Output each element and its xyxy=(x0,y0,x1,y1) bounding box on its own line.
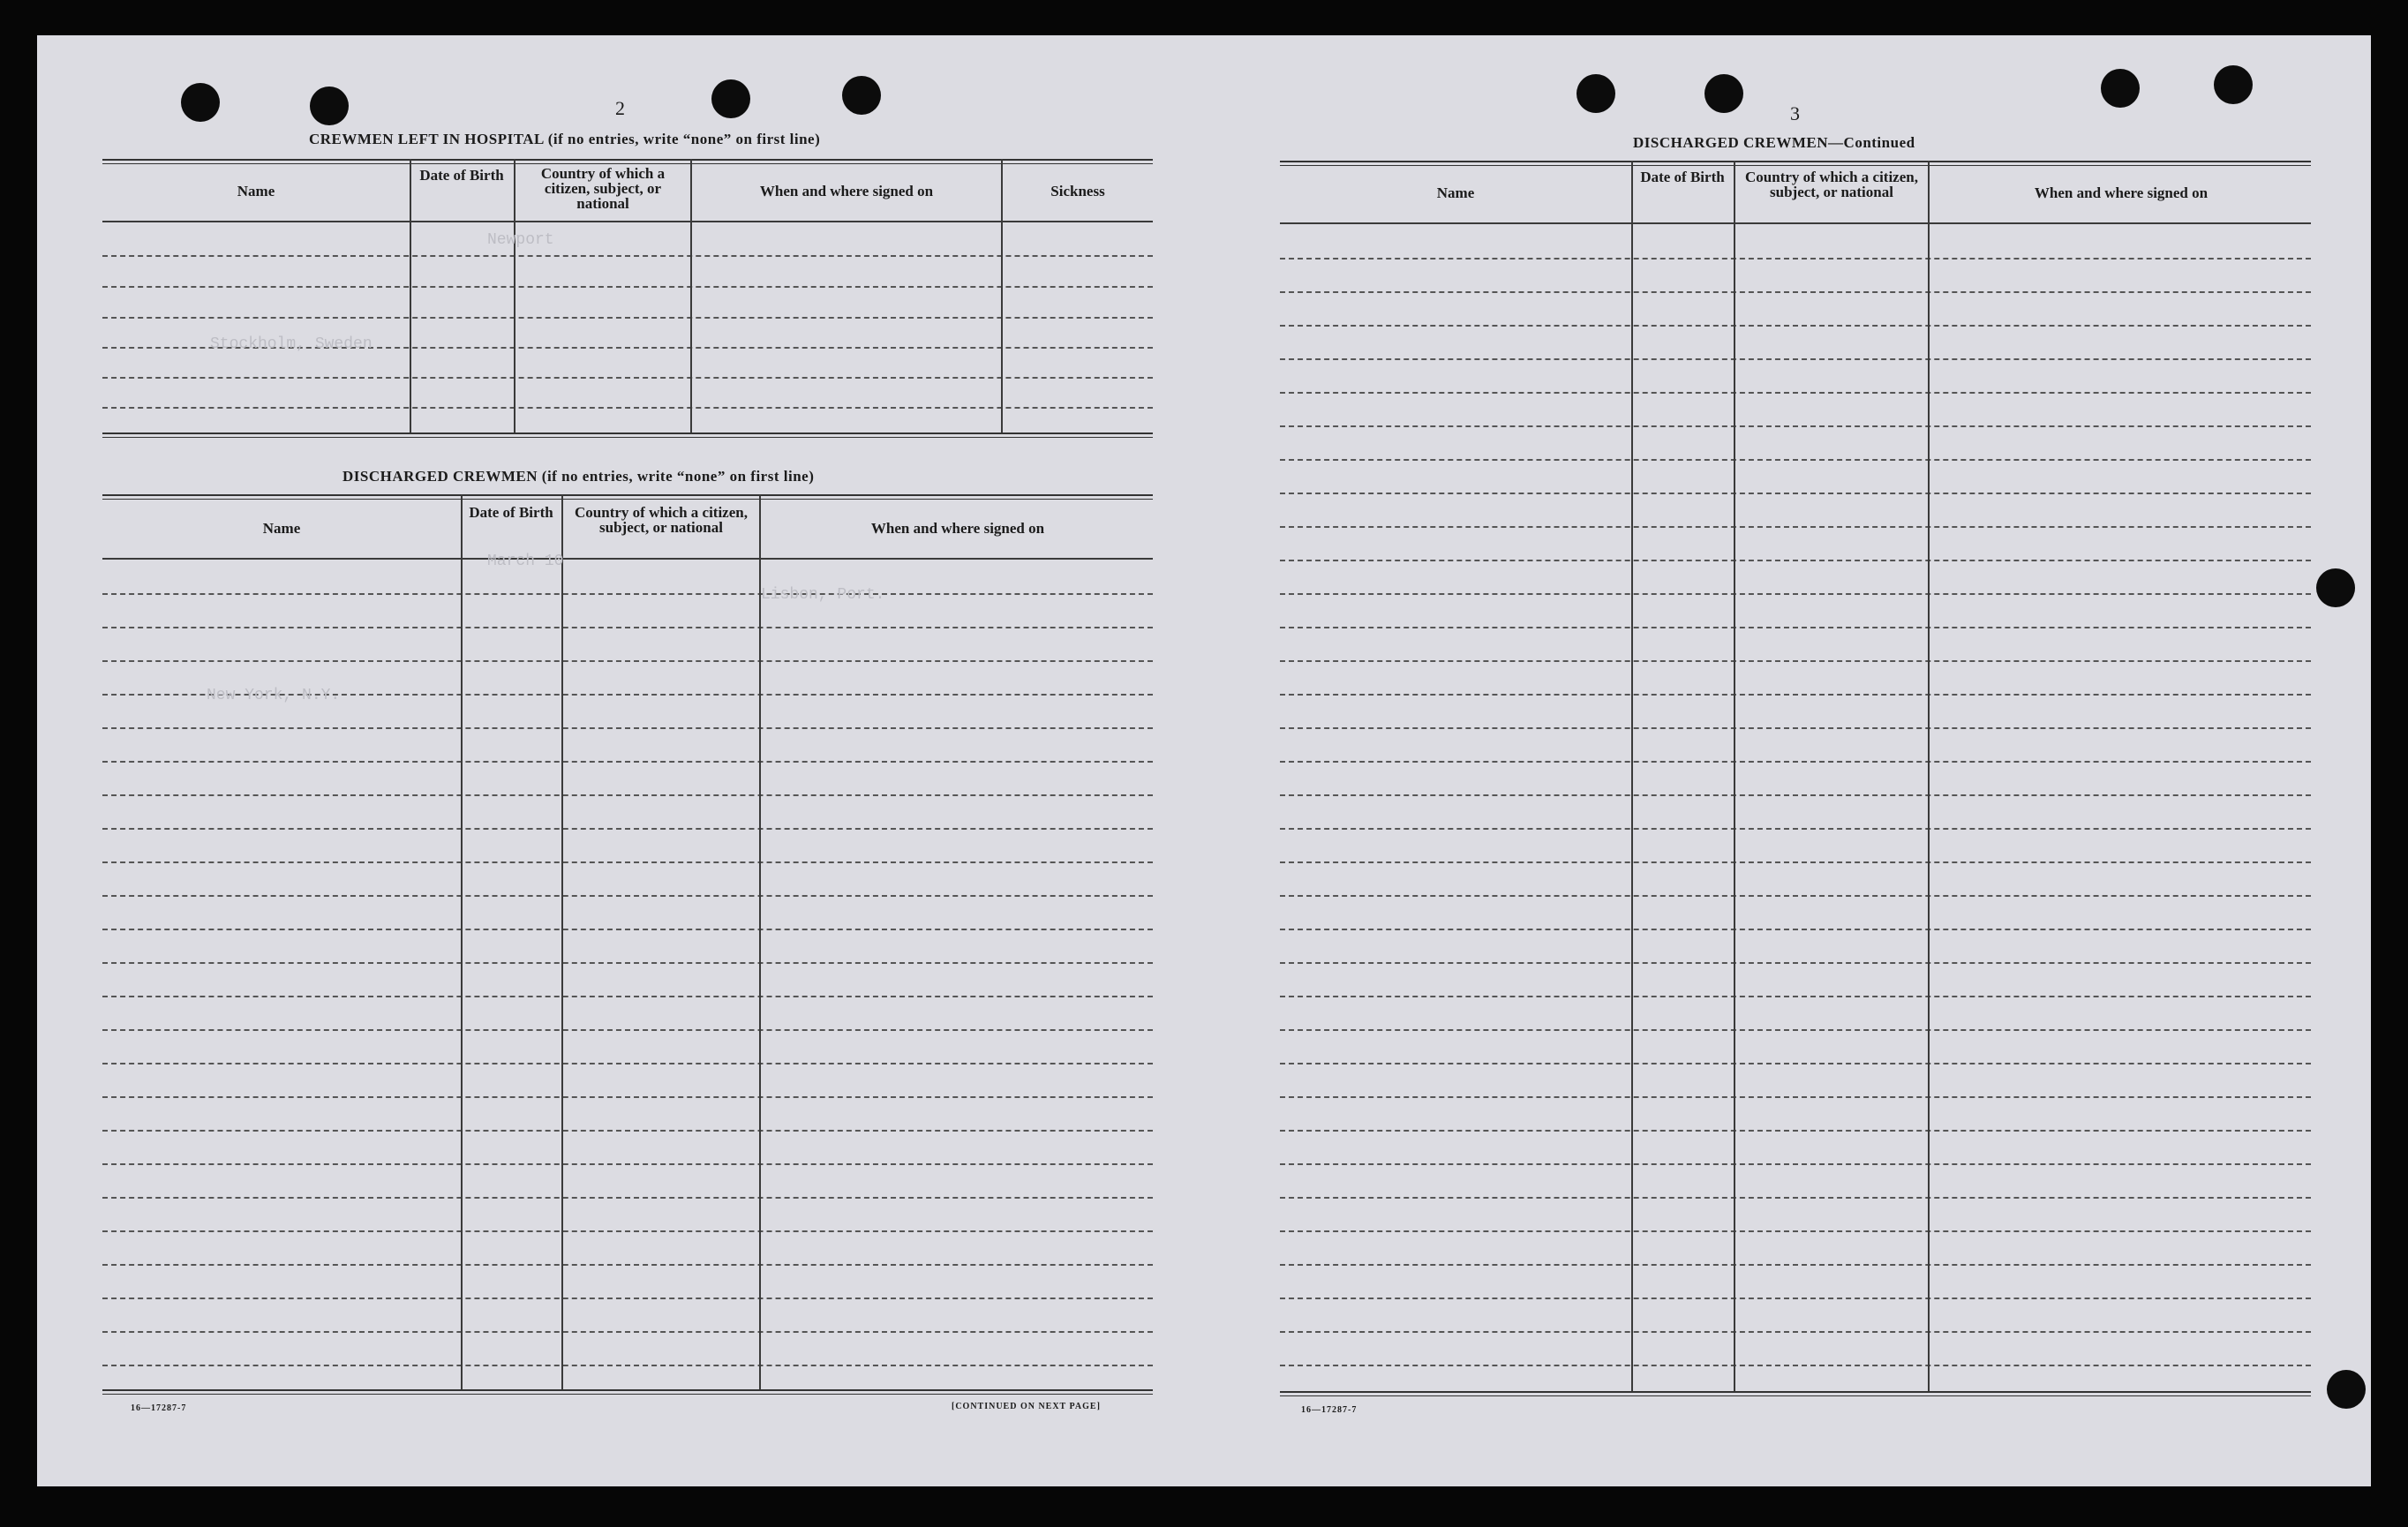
col-country-header: Country of which a citizen, subject, or national xyxy=(575,504,748,536)
punch-hole xyxy=(2316,568,2355,607)
punch-hole xyxy=(2327,1370,2366,1409)
col-name-header: Name xyxy=(262,520,301,537)
col-country-header: Country of which a citizen, subject, or national xyxy=(1745,169,1918,200)
punch-hole xyxy=(310,87,349,125)
punch-hole xyxy=(181,83,220,122)
bleed-through-text: Newport xyxy=(487,231,554,249)
col-name-header: Name xyxy=(237,183,275,199)
col-signed-on-header: When and where signed on xyxy=(2034,184,2209,201)
col-dob-header: Date of Birth xyxy=(469,504,553,521)
form-number: 16—17287-7 xyxy=(131,1403,187,1413)
bleed-through-text: March 10 xyxy=(487,553,564,570)
bleed-through-text: Stockholm, Sweden xyxy=(210,335,372,353)
bleed-through-text: New York, N.Y. xyxy=(207,687,341,704)
bleed-through-text: Lisbon, Port. xyxy=(761,586,885,604)
discharged-section-title: DISCHARGED CREWMEN (if no entries, write “none” on first line) xyxy=(342,468,815,485)
discharged-continued-table xyxy=(1280,161,2311,1440)
hospital-section-title: CREWMEN LEFT IN HOSPITAL (if no entries, write “none” on first line) xyxy=(309,131,821,147)
col-signed-on-header: When and where signed on xyxy=(870,520,1045,537)
document-sheet xyxy=(37,35,2371,1486)
punch-hole xyxy=(2214,65,2253,104)
discharged-continued-title: DISCHARGED CREWMEN—Continued xyxy=(1633,134,1915,151)
col-country-header: Country of which a citizen, subject, or national xyxy=(540,165,666,212)
page-number: 2 xyxy=(615,97,625,119)
punch-hole xyxy=(711,79,750,118)
punch-hole xyxy=(1576,74,1615,113)
col-dob-header: Date of Birth xyxy=(419,167,504,184)
col-sickness-header: Sickness xyxy=(1050,183,1105,199)
punch-hole xyxy=(2101,69,2140,108)
discharged-table xyxy=(102,494,1153,1430)
col-signed-on-header: When and where signed on xyxy=(759,183,934,199)
col-dob-header: Date of Birth xyxy=(1640,169,1725,185)
punch-hole xyxy=(1704,74,1743,113)
hospital-table xyxy=(102,159,1153,434)
form-number: 16—17287-7 xyxy=(1301,1405,1358,1415)
punch-hole xyxy=(842,76,881,115)
page-number: 3 xyxy=(1790,102,1800,124)
col-name-header: Name xyxy=(1436,184,1475,201)
continued-note: [CONTINUED ON NEXT PAGE] xyxy=(952,1402,1101,1411)
